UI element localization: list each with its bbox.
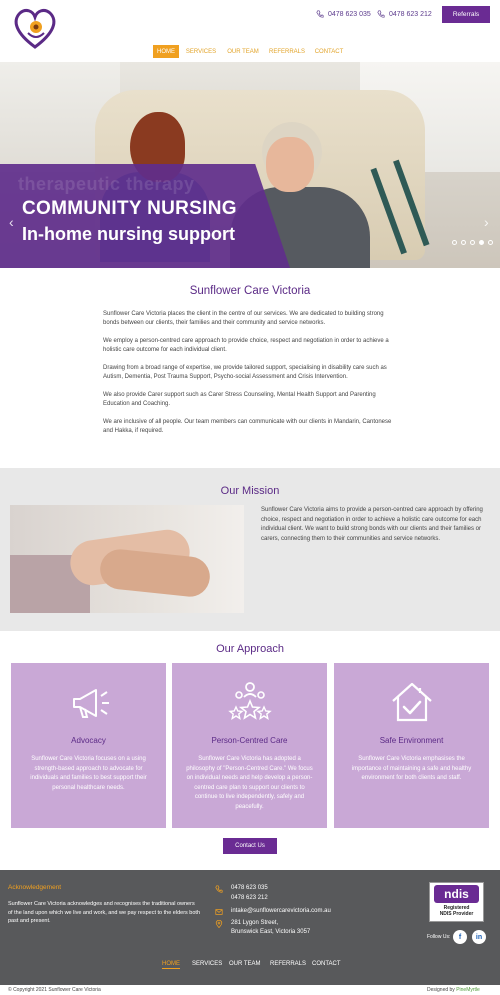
phone-icon [215,885,223,893]
hero-title: COMMUNITY NURSING [22,198,237,219]
mission-text: Sunflower Care Victoria aims to provide a person-centred care approach by offering choice, respect and negotiation in order to achieve a holistic care outcome for each individual client. We want to build strong bonds with our clients and their families or carers, connecting them to their communities and service networks. [261,507,483,542]
slider-dot-active[interactable] [479,240,484,245]
header-phone-2-text: 0478 623 212 [389,10,432,18]
footer-phone-1[interactable]: 0478 623 035 [231,885,268,891]
header-phone-1[interactable] [316,10,371,18]
intro-title: Sunflower Care Victoria [189,285,311,297]
intro-paragraph: We employ a person-centred care approach to provide choice, respect and negotiation in order to achieve a holistic care outcome for each individual client. [103,338,389,353]
acknowledgement-text: Sunflower Care Victoria acknowledges and recognises the traditional owners of the land upon which we live and work, and we pay respect to the elders both past and present. [8,901,201,924]
nav-services[interactable]: SERVICES [185,48,217,55]
header-phone-1-text: 0478 623 035 [328,10,371,18]
ndis-logo: ndis [434,885,479,903]
slider-dot[interactable] [488,240,493,245]
footer-nav-our-team[interactable]: OUR TEAM [229,961,261,967]
site-footer [0,870,500,985]
footer-address-line-1: 281 Lygon Street, [231,920,279,926]
approach-card-advocacy [11,663,166,828]
footer-nav-home[interactable]: HOME [162,961,180,967]
designed-by [427,987,480,993]
header-phone-2[interactable] [377,10,432,18]
intro-paragraph: We also provide Carer support such as Carer Stress Counseling, Mental Health Support and Parenting Education and Coaching. [103,392,376,407]
mission-photo-holding-hands [10,505,244,613]
footer-nav-referrals[interactable]: REFERRALS [270,961,307,967]
footer-email[interactable]: intake@sunflowercarevictoria.com.au [231,908,331,914]
linkedin-icon[interactable]: in [472,930,486,944]
slider-dot[interactable] [461,240,466,245]
footer-address-line-2: Brunswick East, Victoria 3057 [231,929,311,935]
hero-ghost-text: therapeutic therapy [18,174,195,194]
approach-card-title: Safe Environment [379,736,444,745]
nav-our-team[interactable]: OUR TEAM [227,48,259,55]
ndis-label [430,905,483,917]
megaphone-icon [66,679,112,725]
people-stars-icon [227,679,273,725]
intro-paragraph: Drawing from a broad range of expertise, we provide tailored support, specialising in disability care such as Autism, Dementia, Post Trauma Support, Psycho-social Assessment and Crisis Intervention. [103,365,387,380]
footer-nav-services[interactable]: SERVICES [192,961,223,967]
approach-card-text: Sunflower Care Victoria has adopted a philosophy of "Person-Centred Care." We focus on individual needs and help develop a person-centred care plan to support our clients to continue to live independently, safely and peacefully. [186,756,313,810]
approach-card-person-centred [172,663,327,828]
intro-paragraph: We are inclusive of all people. Our team members can communicate with our clients in Mandarin, Cantonese and Hakka, if required. [103,419,392,434]
hero-subtitle: In-home nursing support [22,224,235,244]
nav-home[interactable]: HOME [153,45,179,58]
mission-section [0,468,500,631]
slider-dot[interactable] [470,240,475,245]
designer-link[interactable]: PineMyrtle [456,987,480,993]
mission-photo-hand [98,547,212,598]
hero-photo-client-face [266,137,314,192]
copyright-text: © Copyright 2021 Sunflower Care Victoria [8,987,101,993]
slider-dot[interactable] [452,240,457,245]
phone-icon [316,10,324,18]
approach-card-text: Sunflower Care Victoria focuses on a using strength-based approach to advocate for individuals and families to best support their personal healthcare needs. [30,756,147,791]
approach-card-safe-environment [334,663,489,828]
location-pin-icon [215,920,223,928]
main-nav [0,45,500,59]
designed-by-label: Designed by [427,987,457,993]
approach-title: Our Approach [216,643,284,655]
site-header [0,0,500,62]
footer-phone-2[interactable]: 0478 623 212 [231,895,268,901]
facebook-icon[interactable]: f [453,930,467,944]
ndis-label-line-2: NDIS Provider [439,911,474,917]
ndis-label-line-1: Registered [443,905,470,911]
bottom-bar [0,985,500,995]
referrals-button[interactable]: Referrals [442,6,490,23]
contact-us-button[interactable]: Contact Us [223,838,277,854]
mission-title: Our Mission [220,485,280,497]
ndis-badge [429,882,484,922]
acknowledgement-title: Acknowledgement [8,884,62,891]
email-icon [215,908,223,916]
approach-card-text: Sunflower Care Victoria emphasises the importance of maintaining a safe and healthy environment for both clients and staff. [351,756,472,781]
footer-nav-contact[interactable]: CONTACT [312,961,341,967]
phone-icon [377,10,385,18]
hero-slider [0,62,500,268]
intro-paragraph: Sunflower Care Victoria places the client in the centre of our services. We are dedicated to building strong bonds between our clients, their families and their community and service networks. [103,311,384,326]
slider-next-arrow-icon[interactable]: › [484,214,489,230]
nav-contact[interactable]: CONTACT [314,48,344,55]
slider-prev-arrow-icon[interactable]: ‹ [9,214,14,230]
nav-referrals[interactable]: REFERRALS [269,48,306,55]
approach-card-title: Person-Centred Care [211,736,288,745]
slider-dots [452,240,493,245]
follow-us-label: Follow Us: [427,934,451,940]
approach-card-title: Advocacy [71,736,106,745]
house-check-icon [389,679,435,725]
intro-text [103,310,398,445]
